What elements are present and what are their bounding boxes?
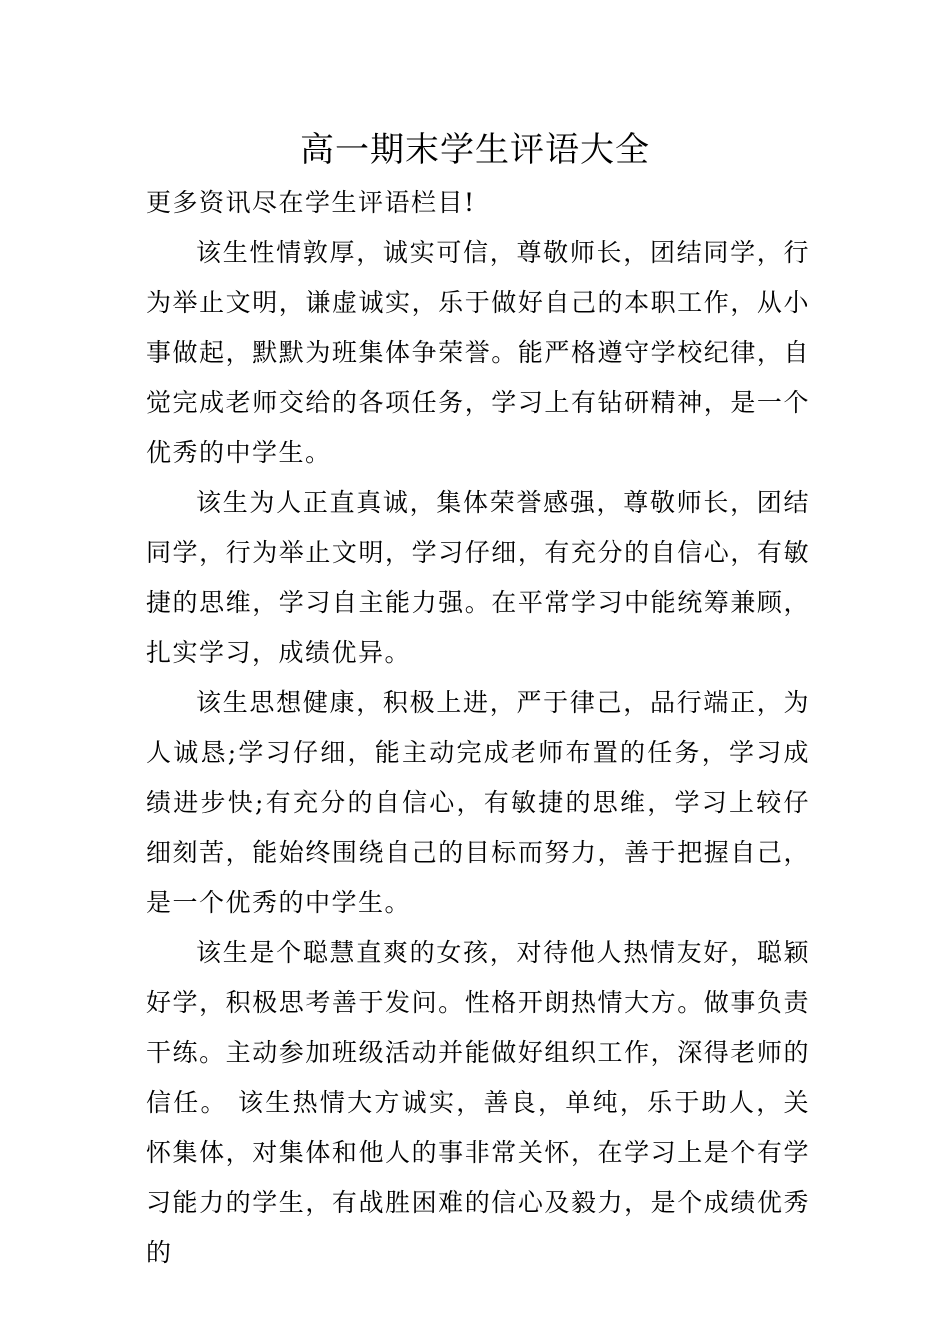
document-title: 高一期末学生评语大全 [300, 130, 650, 170]
comment-paragraph-3: 该生思想健康，积极上进，严于律己，品行端正，为人诚恳;学习仔细，能主动完成老师布置的任务，学习成绩进步快;有充分的自信心，有敏捷的思维，学习上较仔细刻苦，能始终围绕自己的目标而努力，善于把握自己，是一个优秀的中学生。 [146, 688, 810, 917]
comment-paragraph-4: 该生是个聪慧直爽的女孩，对待他人热情友好，聪颖好学，积极思考善于发问。性格开朗热情大方。做事负责干练。主动参加班级活动并能做好组织工作，深得老师的信任。 该生热情大方诚实，善良，单纯，乐于助人，关怀集体，对集体和他人的事非常关怀，在学习上是个有学习能力的学生，有战胜困难的信心及毅力，是个成绩优秀的 [146, 938, 810, 1267]
intro-line: 更多资讯尽在学生评语栏目! [146, 188, 476, 217]
document-body [146, 178, 810, 1278]
comment-paragraph-2: 该生为人正直真诚，集体荣誉感强，尊敬师长，团结同学，行为举止文明，学习仔细，有充分的自信心，有敏捷的思维，学习自主能力强。在平常学习中能统筹兼顾，扎实学习，成绩优异。 [146, 488, 810, 667]
comment-paragraph-1: 该生性情敦厚，诚实可信，尊敬师长，团结同学，行为举止文明，谦虚诚实，乐于做好自己的本职工作，从小事做起，默默为班集体争荣誉。能严格遵守学校纪律，自觉完成老师交给的各项任务，学习上有钻研精神，是一个优秀的中学生。 [146, 238, 810, 467]
